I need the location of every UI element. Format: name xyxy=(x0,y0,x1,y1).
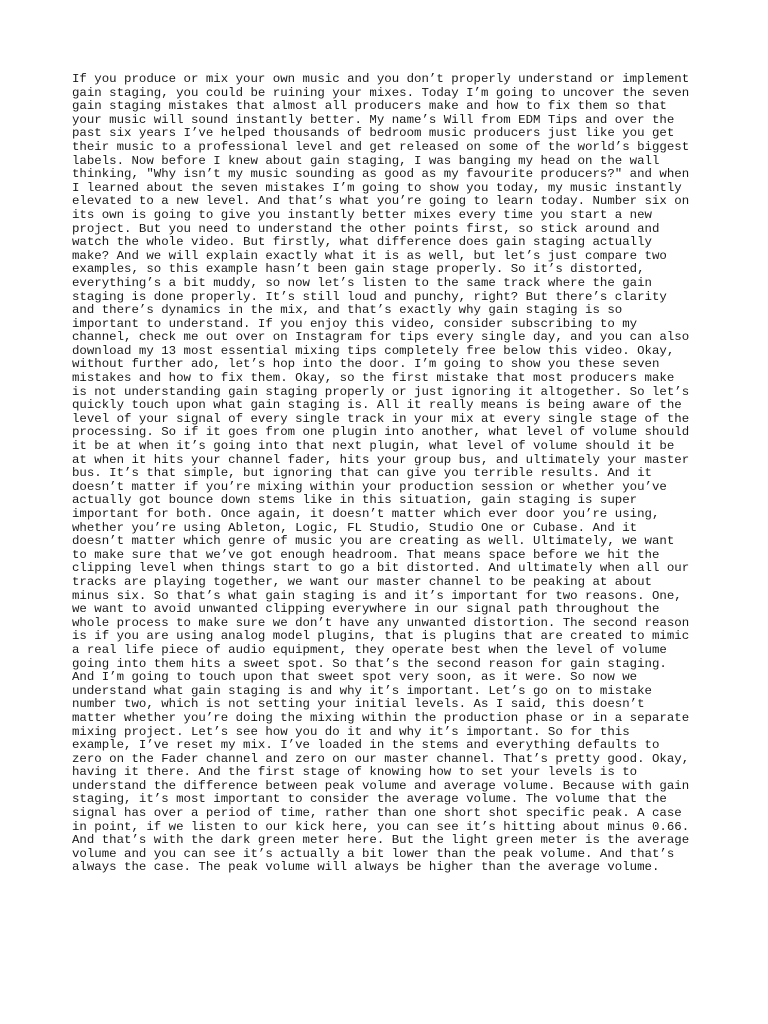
text-line: gain staging, you could be ruining your mixes. Today I’m going to uncover the seven xyxy=(72,85,690,100)
text-line: is not understanding gain staging properly or just ignoring it altogether. So let’s xyxy=(72,384,690,399)
text-line: And I’m going to touch upon that sweet spot very soon, as it were. So now we xyxy=(72,670,638,685)
transcript-text xyxy=(72,73,712,875)
text-line: is if you are using analog model plugins, that is plugins that are created to mimic xyxy=(72,629,690,644)
text-line: make? And we will explain exactly what it is as well, but let’s just compare two xyxy=(72,248,667,263)
text-line: important for both. Once again, it doesn’t matter which ever door you’re using, xyxy=(72,507,660,521)
text-line: whether you’re using Ableton, Logic, FL Studio, Studio One or Cubase. And it xyxy=(72,520,638,535)
text-line: processing. So if it goes from one plugin into another, what level of volume should xyxy=(72,425,690,440)
text-line: volume and you can see it’s actually a bit lower than the peak volume. And that’s xyxy=(72,846,675,861)
text-line: it be at when it’s going into that next plugin, what level of volume should it be xyxy=(72,439,675,454)
text-line: tracks are playing together, we want our master channel to be peaking at about xyxy=(72,574,652,589)
text-line: staging is done properly. It’s still loud and punchy, right? But there’s clarity xyxy=(72,289,667,304)
text-line: mixing project. Let’s see how you do it and why it’s important. So for this xyxy=(72,724,630,739)
text-line: whole process to make sure we don’t have any unwanted distortion. The second reason xyxy=(72,615,690,630)
text-line: we want to avoid unwanted clipping everywhere in our signal path throughout the xyxy=(72,602,660,617)
text-line: past six years I’ve helped thousands of bedroom music producers just like you get xyxy=(72,126,675,141)
text-line: important to understand. If you enjoy this video, consider subscribing to my xyxy=(72,316,638,331)
text-line: examples, so this example hasn’t been gain stage properly. So it’s distorted, xyxy=(72,262,645,277)
text-line: without further ado, let’s hop into the door. I’m going to show you these seven xyxy=(72,357,660,372)
text-line: gain staging mistakes that almost all producers make and how to fix them so that xyxy=(72,99,667,114)
text-line: their music to a professional level and get released on some of the world’s biggest xyxy=(72,139,690,154)
text-line: staging, it’s most important to consider the average volume. The volume that the xyxy=(72,792,667,807)
text-line: elevated to a new level. And that’s what you’re going to learn today. Number six on xyxy=(72,194,690,209)
text-line: channel, check me out over on Instagram for tips every single day, and you can also xyxy=(72,330,690,345)
text-line: minus six. So that’s what gain staging is and it’s important for two reasons. One, xyxy=(72,588,682,603)
text-line: signal has over a period of time, rather than one short shot specific peak. A case xyxy=(72,806,682,821)
text-line: bus. It’s that simple, but ignoring that can give you terrible results. And it xyxy=(72,466,652,481)
text-line: going into them hits a sweet spot. So that’s the second reason for gain staging. xyxy=(72,656,667,671)
text-line: understand what gain staging is and why it’s important. Let’s go on to mistake xyxy=(72,683,652,698)
text-line: in point, if we listen to our kick here, you can see it’s hitting about minus 0.66. xyxy=(72,819,690,834)
text-line: thinking, "Why isn’t my music sounding as good as my favourite producers?" and when xyxy=(72,167,690,182)
text-line: and there’s dynamics in the mix, and that’s exactly why gain staging is so xyxy=(72,303,623,318)
text-line: mistakes and how to fix them. Okay, so the first mistake that most producers make xyxy=(72,371,675,386)
text-line: everything’s a bit muddy, so now let’s listen to the same track where the gain xyxy=(72,275,652,290)
text-line: at when it hits your channel fader, hits your group bus, and ultimately your master xyxy=(72,452,690,467)
text-line: level of your signal of every single track in your mix at every single stage of the xyxy=(72,411,690,426)
text-line: doesn’t matter which genre of music you are creating as well. Ultimately, we want xyxy=(72,534,675,549)
text-line: understand the difference between peak volume and average volume. Because with gain xyxy=(72,778,690,793)
text-line: example, I’ve reset my mix. I’ve loaded in the stems and everything defaults to xyxy=(72,738,660,753)
text-line: project. But you need to understand the other points first, so stick around and xyxy=(72,221,660,236)
text-line: actually got bounce down stems like in this situation, gain staging is super xyxy=(72,493,638,508)
text-line: a real life piece of audio equipment, they operate best when the level of volume xyxy=(72,642,667,657)
text-line: And that’s with the dark green meter here. But the light green meter is the average xyxy=(72,833,690,848)
text-line: zero on the Fader channel and zero on our master channel. That’s pretty good. Okay, xyxy=(72,751,690,766)
text-line: number two, which is not setting your initial levels. As I said, this doesn’t xyxy=(72,697,645,712)
text-line: If you produce or mix your own music and you don’t properly understand or implement xyxy=(72,72,690,86)
text-line: to make sure that we’ve got enough headroom. That means space before we hit the xyxy=(72,547,660,562)
text-line: its own is going to give you instantly better mixes every time you start a new xyxy=(72,207,652,222)
text-line: quickly touch upon what gain staging is. All it really means is being aware of the xyxy=(72,398,682,413)
text-line: your music will sound instantly better. My name’s Will from EDM Tips and over the xyxy=(72,112,675,127)
text-line: I learned about the seven mistakes I’m going to show you today, my music instantly xyxy=(72,180,682,195)
text-line: clipping level when things start to go a bit distorted. And ultimately when all our xyxy=(72,561,690,576)
text-line: always the case. The peak volume will always be higher than the average volume. xyxy=(72,860,660,875)
text-line: labels. Now before I knew about gain staging, I was banging my head on the wall xyxy=(72,153,660,168)
text-line: having it there. And the first stage of knowing how to set your levels is to xyxy=(72,765,638,780)
text-line: doesn’t matter if you’re mixing within your production session or whether you’ve xyxy=(72,479,667,494)
text-line: watch the whole video. But firstly, what difference does gain staging actually xyxy=(72,235,652,250)
text-line: matter whether you’re doing the mixing within the production phase or in a separate xyxy=(72,710,690,725)
text-line: download my 13 most essential mixing tips completely free below this video. Okay, xyxy=(72,343,675,358)
